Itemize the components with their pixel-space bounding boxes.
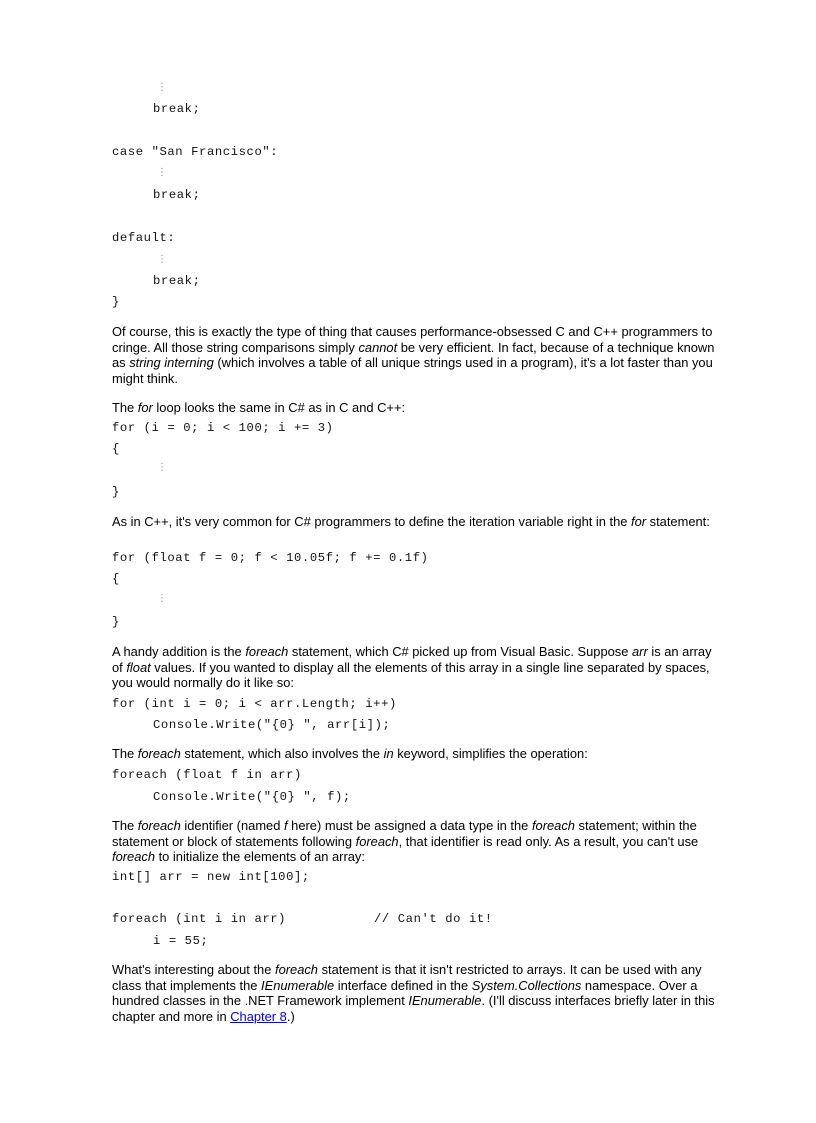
code-line: { xyxy=(112,572,120,586)
code-comment: // Can't do it! xyxy=(374,912,493,926)
ellipsis-marker: ⋮ xyxy=(157,254,167,265)
chapter-8-link[interactable]: Chapter 8 xyxy=(230,1008,287,1024)
code-line: foreach (int i in arr) xyxy=(112,912,287,926)
code-line: } xyxy=(112,615,120,629)
code-line: break; xyxy=(153,102,201,116)
ellipsis-marker: ⋮ xyxy=(157,82,167,93)
code-line: { xyxy=(112,442,120,456)
body-paragraph: The for loop looks the same in C# as in C and C++: xyxy=(112,400,406,415)
code-line: } xyxy=(112,485,120,499)
body-paragraph: As in C++, it's very common for C# programmers to define the iteration variable right in the for statement: xyxy=(112,514,710,529)
code-line: foreach (float f in arr) xyxy=(112,768,302,782)
code-line: Console.Write("{0} ", arr[i]); xyxy=(153,718,391,732)
code-line: for (i = 0; i < 100; i += 3) xyxy=(112,421,334,435)
code-line: for (int i = 0; i < arr.Length; i++) xyxy=(112,697,397,711)
code-line: for (float f = 0; f < 10.05f; f += 0.1f) xyxy=(112,551,429,565)
ellipsis-marker: ⋮ xyxy=(157,167,167,178)
body-paragraph: A handy addition is the foreach statement, which C# picked up from Visual Basic. Suppose arr is an array of float values. If you wanted to display all the elements of this array in a single line separated by spaces, you would normally do it like so: xyxy=(112,644,712,691)
body-paragraph: The foreach identifier (named f here) must be assigned a data type in the foreach statement; within the statement or block of statements following foreach, that identifier is read only. As a result, you can't use foreach to initialize the elements of an array: xyxy=(112,818,699,865)
body-paragraph: What's interesting about the foreach statement is that it isn't restricted to arrays. It can be used with any class that implements the IEnumerable interface defined in the System.Collections namespace. Over a hundred classes in the .NET Framework implement IEnumerable. (I'll discuss interfaces briefly later in this chapter and more in Chapter 8.) xyxy=(112,962,715,1024)
code-line: case "San Francisco": xyxy=(112,145,279,159)
body-paragraph: Of course, this is exactly the type of thing that causes performance-obsessed C and C++ programmers to cringe. All those string comparisons simply cannot be very efficient. In fact, because of a technique known as string interning (which involves a table of all unique strings used in a program), it's a lot faster than you might think. xyxy=(112,324,715,386)
code-line: break; xyxy=(153,188,201,202)
code-line: break; xyxy=(153,274,201,288)
ellipsis-marker: ⋮ xyxy=(157,462,167,473)
code-line: } xyxy=(112,295,120,309)
code-line: i = 55; xyxy=(153,934,209,948)
ellipsis-marker: ⋮ xyxy=(157,593,167,604)
code-line: int[] arr = new int[100]; xyxy=(112,870,310,884)
code-line: default: xyxy=(112,231,176,245)
body-paragraph: The foreach statement, which also involves the in keyword, simplifies the operation: xyxy=(112,746,588,761)
code-line: Console.Write("{0} ", f); xyxy=(153,790,351,804)
